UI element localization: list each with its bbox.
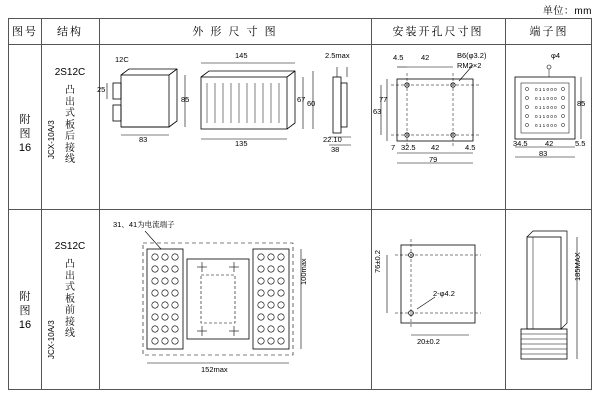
- row1-term-label-42: 42: [545, 139, 554, 148]
- row1-mount-label-42a: 42: [421, 53, 430, 62]
- row2-fig-line1: 附: [19, 291, 31, 303]
- row1-mount-label-7: 7: [391, 143, 396, 152]
- row2-term-label-185max: 185MAX: [573, 252, 582, 281]
- row1-model-text: 2S12C: [54, 67, 86, 78]
- row2-outline-drawing: [101, 215, 369, 387]
- row2-note-current-terminals: 31、41为电流端子: [113, 220, 175, 229]
- header-cell-outline: 外 形 尺 寸 图: [192, 26, 278, 38]
- row1-label-12c: 12C: [115, 55, 129, 64]
- header-cell-mounting: 安装开孔尺寸图: [392, 26, 484, 38]
- row1-label-25max: 2.5max: [325, 51, 350, 60]
- row1-term-label-55: 5.5: [575, 139, 586, 148]
- row-divider: [9, 209, 591, 210]
- row1-terminal-drawing: [507, 47, 591, 207]
- row1-fig-no: [9, 114, 41, 155]
- row2-mount-label-20: 20±0.2: [417, 337, 440, 346]
- row1-fig-line3: 16: [18, 141, 32, 154]
- row1-mounting-drawing: [373, 47, 503, 207]
- row1-label-2210: 22.10: [323, 135, 342, 144]
- row2-structure-text: 凸出式板前接线: [65, 259, 75, 339]
- col-divider-3: [371, 19, 372, 389]
- header-cell-terminal: 端子图: [529, 26, 569, 38]
- row2-model: [41, 241, 99, 254]
- row1-mount-label-79: 79: [429, 155, 438, 164]
- svg-text:0 1 1 0 0 0: 0 1 1 0 0 0: [535, 87, 557, 92]
- row1-label-67: 67: [297, 95, 306, 104]
- row1-label-38: 38: [331, 145, 340, 154]
- row2-sub-text: JCX-10A/3: [47, 320, 56, 359]
- header-cell-fig-no: 图号: [12, 26, 38, 38]
- row2-terminal-drawing: [507, 215, 591, 387]
- row2-fig-no: [9, 291, 41, 332]
- row2-mount-label-76: 76±0.2: [373, 250, 382, 273]
- row1-outline-drawing: [97, 47, 369, 207]
- row1-mount-label-45b: 4.5: [465, 143, 476, 152]
- row1-mount-label-77: 77: [379, 95, 388, 104]
- row2-mount-label-2phi42: 2-φ4.2: [433, 289, 455, 298]
- row1-mount-label-325: 32.5: [401, 143, 416, 152]
- header-cell-structure: 结构: [57, 26, 83, 38]
- row1-sub: [47, 120, 56, 159]
- svg-text:0 1 1 0 0 0: 0 1 1 0 0 0: [535, 123, 557, 128]
- svg-text:0 1 1 0 0 0: 0 1 1 0 0 0: [535, 96, 557, 101]
- row1-label-85: 85: [181, 95, 190, 104]
- row1-sub-text: JCX-10A/3: [47, 120, 56, 159]
- row2-sub: [47, 320, 56, 359]
- row1-label-135: 135: [235, 139, 248, 148]
- row2-label-152max: 152max: [201, 365, 228, 374]
- row1-mount-label-b6: B6(φ3.2): [457, 51, 487, 60]
- row1-term-label-345: 34.5: [513, 139, 528, 148]
- col-divider-2: [99, 19, 100, 389]
- svg-text:0 1 1 0 0 0: 0 1 1 0 0 0: [535, 114, 557, 119]
- row1-mount-label-rm2: RM2×2: [457, 61, 482, 70]
- table-header: [9, 19, 591, 45]
- row1-structure: [61, 85, 79, 166]
- row1-label-83: 83: [139, 135, 148, 144]
- row2-model-text: 2S12C: [54, 241, 86, 252]
- row1-model: [41, 67, 99, 80]
- row1-fig-line2: 图: [19, 127, 31, 140]
- row2-fig-line3: 16: [18, 318, 32, 331]
- row1-mount-label-42b: 42: [431, 143, 440, 152]
- row1-term-label-phi4: φ4: [551, 51, 561, 60]
- row1-structure-text: 凸出式板后接线: [65, 85, 75, 165]
- row1-term-label-85: 85: [577, 99, 586, 108]
- row1-fig-line1: 附: [19, 114, 31, 126]
- drawing-sheet: [8, 18, 592, 390]
- row1-mount-label-63: 63: [373, 107, 382, 116]
- row1-label-60: 60: [307, 99, 316, 108]
- row2-mounting-drawing: [373, 215, 503, 387]
- col-divider-4: [505, 19, 506, 389]
- row2-structure: [61, 259, 79, 340]
- row1-mount-label-45a: 4.5: [393, 53, 404, 62]
- row1-term-label-83: 83: [539, 149, 548, 158]
- row1-label-25: 25: [97, 85, 106, 94]
- row2-label-100max: 100max: [299, 258, 308, 285]
- unit-note: 单位：mm: [542, 6, 592, 17]
- row1-label-145: 145: [235, 51, 248, 60]
- svg-text:0 1 1 0 0 0: 0 1 1 0 0 0: [535, 105, 557, 110]
- row2-fig-line2: 图: [19, 304, 31, 317]
